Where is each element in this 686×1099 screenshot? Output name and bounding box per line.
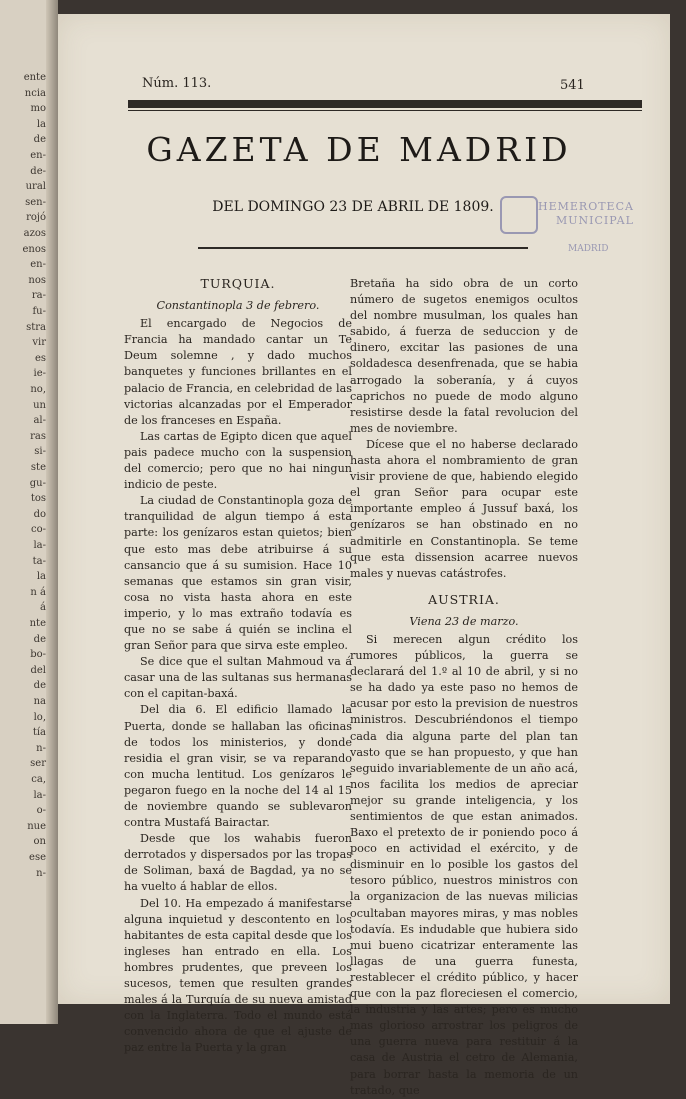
facing-page-fragment: n-: [36, 742, 46, 754]
date-rule: [198, 247, 528, 249]
stamp-line-1: HEMEROTECA: [538, 200, 634, 213]
dateline-viena: Viena 23 de marzo.: [409, 614, 519, 628]
library-stamp: [498, 190, 648, 260]
facing-page-fragment: la: [36, 118, 46, 130]
facing-page-fragment: on: [33, 836, 46, 848]
facing-page-fragment: ca,: [31, 774, 46, 785]
facing-page-fragment: na: [33, 696, 46, 707]
facing-page-fragment: de: [33, 134, 46, 146]
paragraph: Si merecen algun crédito los rumores públicos, la guerra se declarará del 1.º al 10 de abril, y si no se ha dado ya este paso no hemos de acusar por esto la prevision de nuestros ministros. Descubriéndonos el tiempo cada dia alguna parte del plan tan vasto que se han propuesto, y que han seguido invariablemente de un año acá, nos facilita los medios de apreciar mejor su grande inteligencia, y los sentimientos de que estan animados. Baxo el pretexto de ir poniendo poco á poco en actividad el exército, y de disminuir en lo posible los gastos del tesoro público, nuestros ministros con la organizacion de las nuevas milicias ocultaban mayores miras, y mas nobles todavía. Es indudable que hubiera sido mui bueno cicatrizar enteramente las llagas de una guerra funesta, restablecer el crédito público, y hacer que con la paz floreciesen el comercio, la industria y las artes; pero es mucho mas glorioso arrostrar los peligros de una guerra nueva para restituir á la casa de Austria el cetro de Alemania, para borrar hasta la memoria de un tratado, que: [350, 632, 578, 1097]
paragraph: Desde que los wahabis fueron derrotados y dispersados por las tropas de Soliman, baxá de Bagdad, ya no se ha vuelto á hablar de ellos.: [124, 832, 352, 894]
facing-page-fragment: del: [30, 664, 46, 676]
section-heading-austria: AUSTRIA.: [428, 591, 500, 607]
facing-page-fragment: á: [40, 602, 46, 614]
header-rule-thin: [128, 110, 642, 111]
facing-page-fragment: en-: [30, 259, 46, 271]
issue-date: DEL DOMINGO 23 DE ABRIL DE 1809.: [212, 199, 494, 215]
page-number: 541: [560, 78, 585, 93]
header-rule: [128, 100, 642, 108]
facing-page-fragment: ta-: [32, 555, 46, 567]
newspaper-page: [58, 14, 670, 1097]
facing-page-fragment: sen-: [25, 196, 46, 208]
facing-page-fragment: ie-: [33, 368, 46, 380]
facing-page-fragment: de: [33, 633, 46, 645]
facing-page-fragment: no,: [30, 384, 46, 395]
facing-page-fragment: en-: [30, 150, 46, 161]
paragraph: Bretaña ha sido obra de un corto número de sugetos enemigos ocultos del nombre musulman, los quales han sabido, á fuerza de seduccion y de dinero, excitar las pasiones de una soldadesca desenfrenada, que se habia arrogado la soberanía, y á cuyos caprichos no puede de modo alguno resistirse desde la fatal revolucion del mes de noviembre.: [350, 277, 578, 435]
facing-page-fragment: es: [34, 352, 46, 364]
facing-page-fragment: la-: [33, 540, 46, 551]
section-heading-turquia: TURQUIA.: [200, 276, 276, 291]
facing-page-fragment: tía: [32, 727, 46, 739]
facing-page: [0, 0, 58, 1024]
paragraph: El encargado de Negocios de Francia ha mandado cantar un Te Deum solemne , y dado muchos banquetes y funciones brillantes en el palacio de Francia, en celebridad de las victorias alcanzadas por el Emperador de los franceses en España.: [124, 317, 352, 427]
paragraph: Se dice que el sultan Mahmoud va á casar una de las sultanas sus hermanas con el capitan-baxá.: [124, 655, 352, 701]
issue-number: Núm. 113.: [142, 76, 212, 91]
facing-page-fragment: bo-: [30, 649, 46, 661]
masthead-title: GAZETA DE MADRID: [146, 130, 572, 169]
facing-page-fragment: ser: [30, 758, 46, 770]
facing-page-fragment: azos: [23, 228, 46, 239]
facing-page-fragment: de: [33, 680, 46, 692]
facing-page-fragment: la-: [33, 789, 46, 801]
paragraph: Dícese que el no haberse declarado hasta ahora el nombramiento de gran visir proviene de que, habiendo elegido el gran Señor para ocupar este importante empleo á Jussuf baxá, los genízaros se han obstinado en no admitirle en Constantinopla. Se teme que esta dissension acarree nuevos males y nuevas catástrofes.: [350, 437, 578, 580]
facing-page-fragment: mo: [30, 103, 46, 115]
paragraph: La ciudad de Constantinopla goza de tranquilidad de algun tiempo á esta parte: los genízaros estan quietos; bien que esto mas debe atribuirse á su cansancio que á su sumision. Hace 10 semanas que estamos sin gran visir, cosa no vista hasta ahora en este imperio, y lo mas extraño todavía es que no se sabe á quién se inclina el gran Señor para que sirva este empleo.: [124, 494, 352, 653]
facing-page-fragment: nos: [28, 274, 46, 286]
facing-page-fragment: co-: [31, 524, 46, 536]
crest-icon: [500, 196, 538, 234]
facing-page-fragment: o-: [36, 805, 46, 817]
facing-page-fragment: ese: [29, 852, 46, 863]
column-left: [124, 276, 352, 1057]
paragraph: Las cartas de Egipto dicen que aquel pais padece mucho con la suspension del comercio; pero que no hai ningun indicio de peste.: [124, 429, 352, 492]
facing-page-fragment: enos: [22, 243, 46, 255]
facing-page-fragment: gu-: [29, 477, 46, 489]
facing-page-fragment: al-: [33, 415, 46, 427]
facing-page-fragment: rojó: [26, 212, 46, 224]
facing-page-fragment: do: [33, 508, 46, 520]
facing-page-fragment: tos: [30, 493, 46, 505]
facing-page-fragment: ncia: [24, 87, 46, 99]
facing-page-fragment: vir: [32, 337, 46, 349]
facing-page-fragment: nte: [29, 618, 46, 629]
facing-page-fragment: ente: [23, 72, 46, 83]
book-spine: [46, 0, 58, 1024]
facing-page-fragment: stra: [26, 321, 46, 333]
facing-page-fragment: ra-: [31, 290, 46, 302]
facing-page-fragment: n á: [30, 586, 46, 598]
column-right: [350, 276, 578, 1099]
dateline-constantinopla: Constantinopla 3 de febrero.: [156, 299, 320, 313]
paragraph: Del dia 6. El edificio llamado la Puerta, donde se hallaban las oficinas de todos los ministerios, y donde residia el gran visir, se va reparando con mucha lentitud. Los genízaros le pegaron fuego en la noche del 14 al 15 de noviembre quando se sublevaron contra Mustafá Bairactar.: [124, 703, 352, 830]
facing-page-fragment: de-: [30, 165, 46, 177]
facing-page-fragment: fu-: [32, 306, 46, 317]
stamp-line-3: MADRID: [568, 244, 609, 254]
facing-page-fragment: n-: [36, 867, 46, 879]
facing-page-fragment: lo,: [33, 711, 46, 723]
facing-page-fragment: si-: [34, 446, 46, 458]
facing-page-fragment: un: [33, 399, 46, 411]
facing-page-fragment: nue: [27, 820, 46, 832]
facing-page-fragment: ras: [30, 430, 46, 442]
stamp-line-2: MUNICIPAL: [556, 214, 634, 227]
paragraph: Del 10. Ha empezado á manifestarse alguna inquietud y descontento en los habitantes de esta capital desde que los ingleses han entrado en ella. Los hombres prudentes, que preveen los sucesos, temen que resulten grandes males á la Turquía de su nueva amistad con la Inglaterra. Todo el mundo está convencido ahora de que el ajuste de paz entre la Puerta y la gran: [124, 896, 352, 1055]
facing-page-fragment: la: [36, 571, 46, 583]
facing-page-fragment: ural: [25, 181, 46, 193]
facing-page-fragment: ste: [30, 462, 46, 473]
